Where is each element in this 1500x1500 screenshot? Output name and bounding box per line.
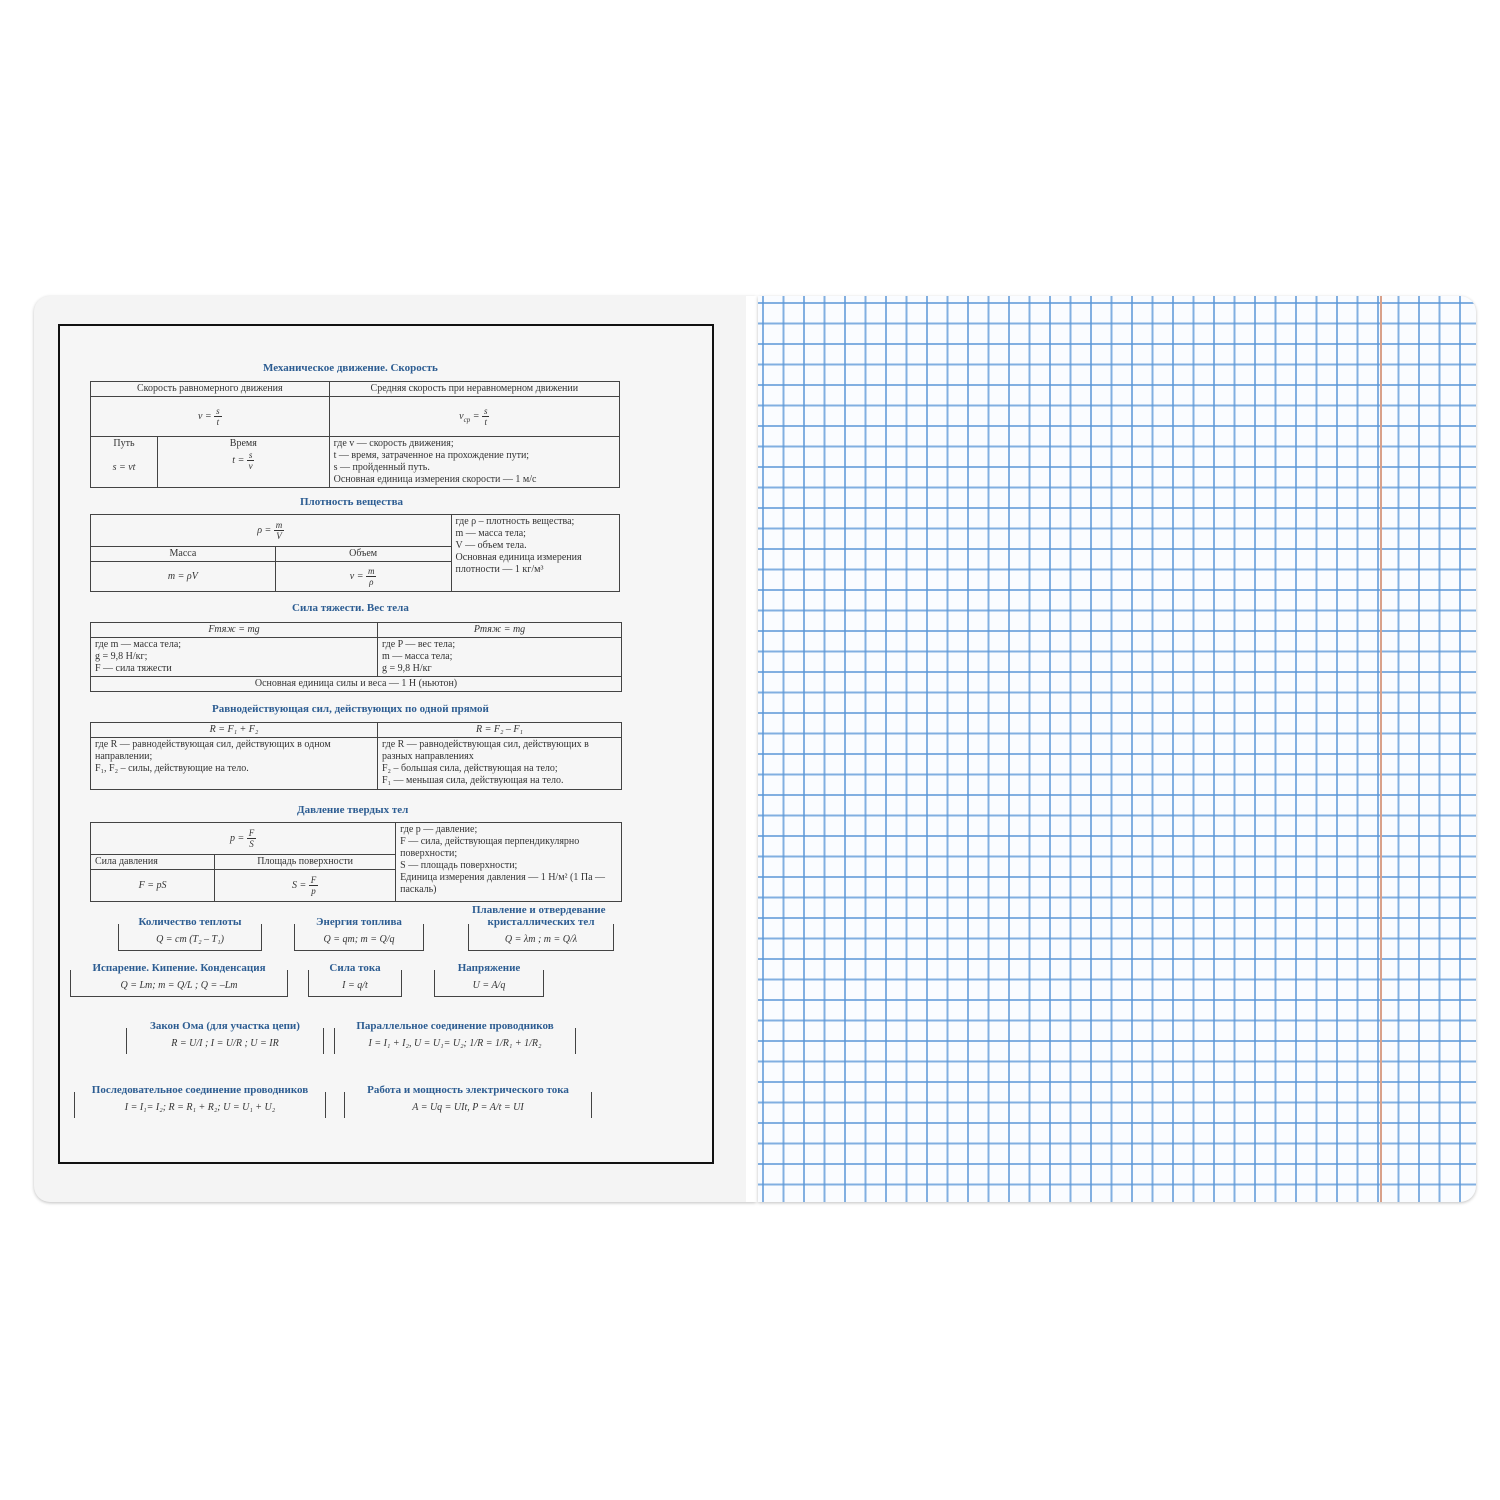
header-uniform: Скорость равномерного движения [91,382,330,397]
resultant-table [90,722,622,790]
density-legend: где ρ – плотность вещества; m — масса тела; V — объем тела. Основная единица измерения плотности — 1 кг/м³ [451,515,619,592]
box-melting: кристаллических тел Q = λm ; m = Q/λ [468,924,614,951]
notebook-spine [746,296,758,1202]
formula-force: F = pS [91,870,215,902]
volume-header: Объем [275,547,451,562]
path-cell: Путь s = vt [91,437,158,488]
section-title-motion: Механическое движение. Скорость [263,362,438,374]
formula-resultant-same: R = F₁ + F₂ [91,723,378,738]
header-average: Средняя скорость при неравномерном движении [329,382,619,397]
formula-gravity: Fтяж = mg [91,623,378,638]
physics-formula-sheet [58,324,714,1164]
motion-table [90,381,620,488]
formula-volume: v = $\frac{m}{\rho}$ [275,562,451,592]
resultant-opposite-legend: где R — равнодействующая сил, действующих в разных направлениях F₂ – большая сила, действующая на тело; F₁ — меньшая сила, действующая на тело. [378,738,622,790]
formula-speed: v = $\frac{s}{t}$ [91,397,330,437]
pressure-table [90,822,622,902]
box-voltage: Напряжение U = A/q [434,970,544,997]
area-header: Площадь поверхности [215,855,396,870]
box-series: Последовательное соединение проводников I = I₁= I₂; R = R₁ + R₂; U = U₁ + U₂ [74,1092,326,1118]
box-parallel: Параллельное соединение проводников I = I₁ + I₂, U = U₁= U₂; 1/R = 1/R₁ + 1/R₂ [334,1028,576,1054]
formula-area: S = $\frac{F}{p}$ [215,870,396,902]
formula-resultant-opposite: R = F₂ – F₁ [378,723,622,738]
resultant-same-legend: где R — равнодействующая сил, действующих в одном направлении; F₁, F₂ – силы, действующие на тело. [91,738,378,790]
force-header: Сила давления [91,855,215,870]
formula-pressure: p = $\frac{F}{S}$ [91,823,396,855]
box-ohm: Закон Ома (для участка цепи) R = U/I ; I = U/R ; U = IR [126,1028,324,1054]
pressure-legend: где p — давление; F — сила, действующая перпендикулярно поверхности; S — площадь поверхности; Единица измерения давления — 1 Н/м² (1 Па — паскаль) [396,823,622,902]
inside-cover [34,296,756,1202]
gravity-table [90,622,622,692]
box-current: Сила тока I = q/t [308,970,402,997]
density-table [90,514,620,592]
graph-paper-page [758,296,1476,1202]
section-title-pressure: Давление твердых тел [297,804,409,816]
formula-weight: Pтяж = mg [378,623,622,638]
speed-legend: где v — скорость движения; t — время, затраченное на прохождение пути; s — пройденный путь. Основная единица измерения скорости — 1 м/с [329,437,619,488]
section-title-resultant: Равнодействующая сил, действующих по одной прямой [212,703,489,715]
section-title-density: Плотность вещества [300,496,404,508]
section-title-gravity: Сила тяжести. Вес тела [292,602,409,614]
gravity-legend: где m — масса тела; g = 9,8 Н/кг; F — сила тяжести [91,638,378,677]
open-notebook [34,296,1476,1202]
melt-title-1: Плавление и отвердевание [472,904,606,916]
box-work-power: Работа и мощность электрического тока A = Uq = UIt, P = A/t = UI [344,1092,592,1118]
box-heat: Количество теплоты Q = cm (T₂ – T₁) [118,924,262,951]
formula-density: ρ = $\frac{m}{V}$ [91,515,452,547]
box-fuel: Энергия топлива Q = qm; m = Q/q [294,924,424,951]
margin-line [1380,296,1382,1202]
formula-average-speed: $v_{ср}$ = $\frac{s}{t}$ [329,397,619,437]
formula-mass: m = ρV [91,562,276,592]
box-evaporation: Испарение. Кипение. Конденсация Q = Lm; m = Q/L ; Q = –Lm [70,970,288,997]
weight-legend: где P — вес тела; m — масса тела; g = 9,8 Н/кг [378,638,622,677]
time-cell: Время t = $\frac{s}{v}$ [158,437,330,488]
force-unit: Основная единица силы и веса — 1 Н (ньютон) [91,677,622,692]
mass-header: Масса [91,547,276,562]
